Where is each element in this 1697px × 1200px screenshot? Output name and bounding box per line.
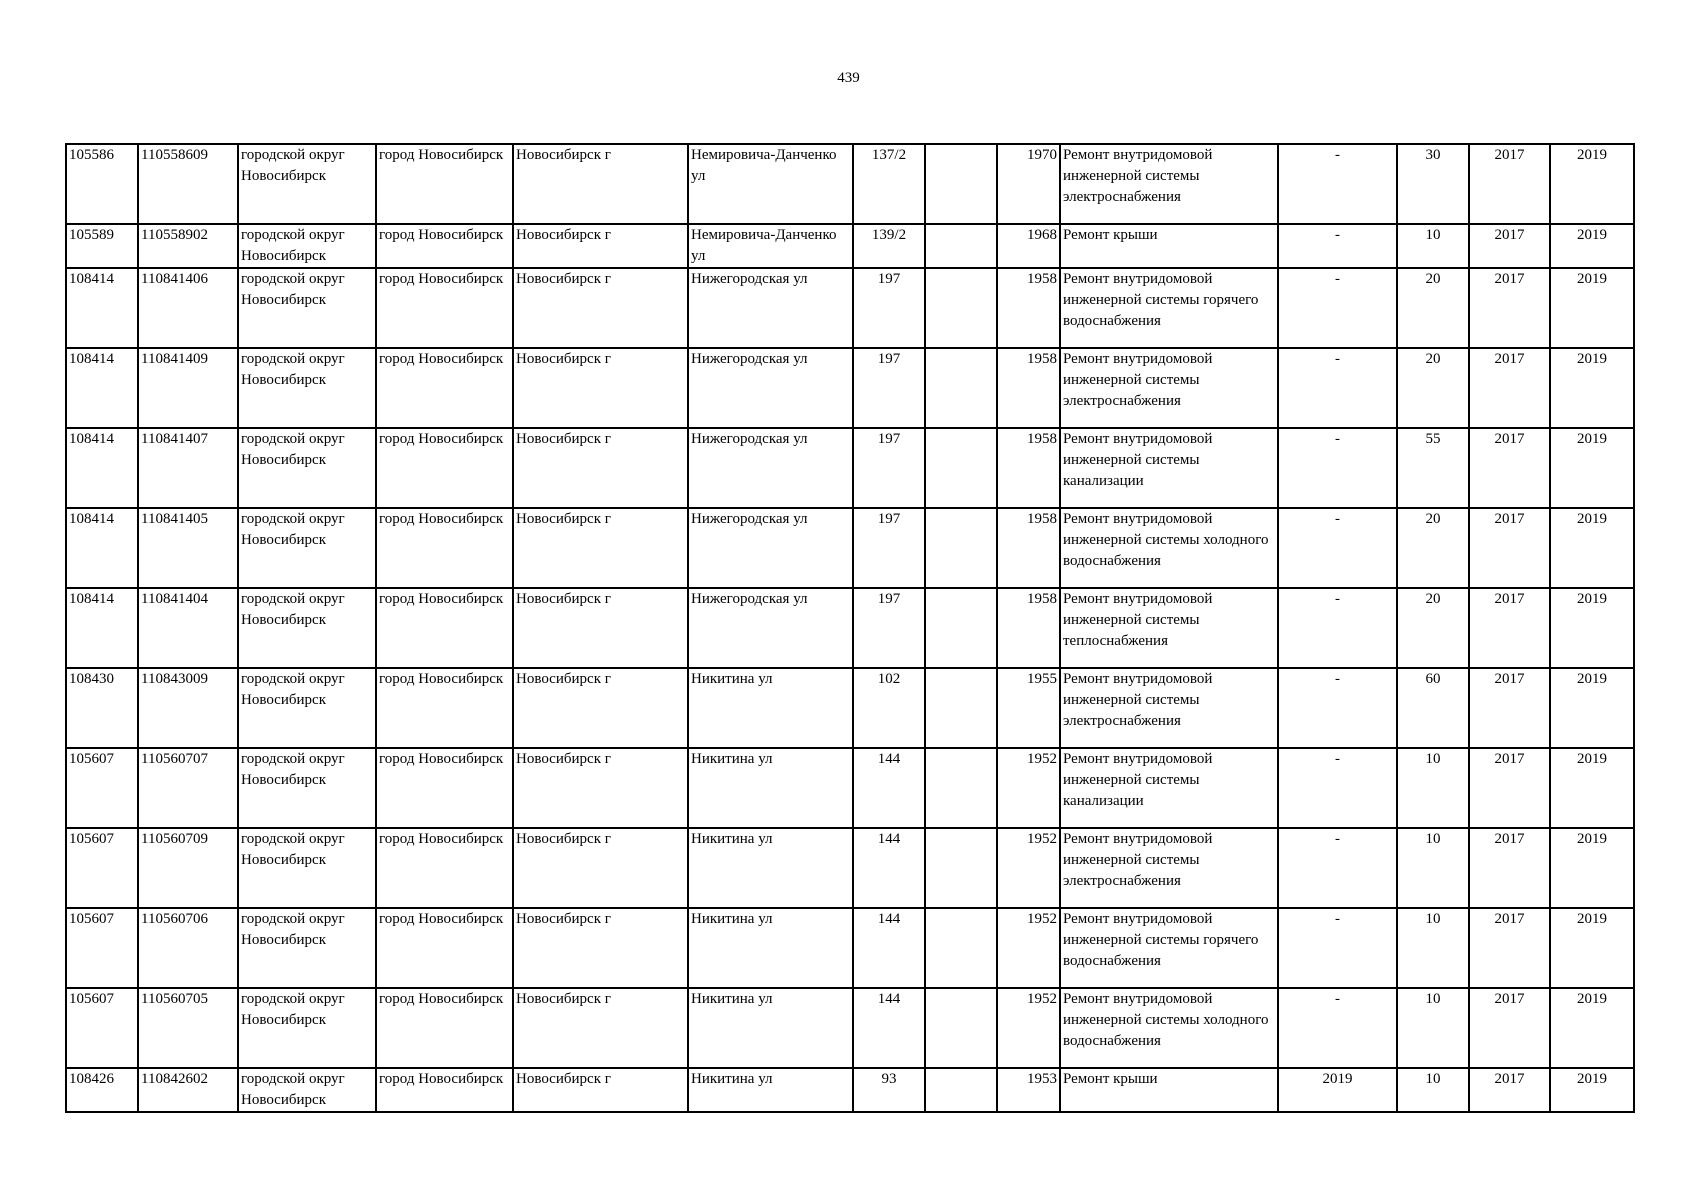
locality-cell: Новосибирск г	[513, 144, 688, 224]
municipality-cell: город Новосибирск	[376, 988, 513, 1068]
last-repair-cell: -	[1278, 668, 1397, 748]
locality-cell: Новосибирск г	[513, 748, 688, 828]
plan-start-cell: 2017	[1469, 224, 1550, 268]
house-id-cell: 108414	[66, 268, 138, 348]
plan-end-cell: 2019	[1550, 748, 1634, 828]
empty-cell	[925, 428, 997, 508]
last-repair-cell: -	[1278, 588, 1397, 668]
table-row	[66, 828, 1634, 908]
plan-start-cell: 2017	[1469, 268, 1550, 348]
street-cell: Немировича-Данченко ул	[688, 144, 853, 224]
build-year-cell: 1952	[997, 828, 1060, 908]
house-number-cell: 197	[853, 588, 925, 668]
house-id-cell: 105607	[66, 908, 138, 988]
element-code-cell: 110558609	[138, 144, 238, 224]
build-year-cell: 1952	[997, 748, 1060, 828]
house-number-cell: 197	[853, 428, 925, 508]
municipality-cell: город Новосибирск	[376, 508, 513, 588]
plan-end-cell: 2019	[1550, 224, 1634, 268]
wear-cell: 60	[1397, 668, 1469, 748]
street-cell: Нижегородская ул	[688, 428, 853, 508]
last-repair-cell: -	[1278, 268, 1397, 348]
element-code-cell: 110843009	[138, 668, 238, 748]
house-id-cell: 108414	[66, 348, 138, 428]
street-cell: Немировича-Данченко ул	[688, 224, 853, 268]
table-row	[66, 428, 1634, 508]
empty-cell	[925, 348, 997, 428]
plan-start-cell: 2017	[1469, 588, 1550, 668]
locality-cell: Новосибирск г	[513, 828, 688, 908]
last-repair-cell: -	[1278, 348, 1397, 428]
work-type-cell: Ремонт внутридомовой инженерной системы теплоснабжения	[1060, 588, 1278, 668]
element-code-cell: 110560706	[138, 908, 238, 988]
element-code-cell: 110560705	[138, 988, 238, 1068]
house-number-cell: 144	[853, 748, 925, 828]
locality-cell: Новосибирск г	[513, 908, 688, 988]
empty-cell	[925, 668, 997, 748]
locality-cell: Новосибирск г	[513, 588, 688, 668]
page-number: 439	[837, 70, 860, 86]
empty-cell	[925, 508, 997, 588]
empty-cell	[925, 268, 997, 348]
build-year-cell: 1953	[997, 1068, 1060, 1112]
plan-start-cell: 2017	[1469, 508, 1550, 588]
street-cell: Нижегородская ул	[688, 348, 853, 428]
plan-start-cell: 2017	[1469, 988, 1550, 1068]
house-number-cell: 137/2	[853, 144, 925, 224]
empty-cell	[925, 144, 997, 224]
house-id-cell: 108430	[66, 668, 138, 748]
wear-cell: 10	[1397, 748, 1469, 828]
district-cell: городской округ Новосибирск	[238, 224, 376, 268]
house-number-cell: 102	[853, 668, 925, 748]
locality-cell: Новосибирск г	[513, 668, 688, 748]
table-row	[66, 348, 1634, 428]
build-year-cell: 1955	[997, 668, 1060, 748]
last-repair-cell: -	[1278, 748, 1397, 828]
wear-cell: 10	[1397, 1068, 1469, 1112]
work-type-cell: Ремонт крыши	[1060, 224, 1278, 268]
table-row	[66, 668, 1634, 748]
house-id-cell: 105586	[66, 144, 138, 224]
street-cell: Никитина ул	[688, 988, 853, 1068]
house-number-cell: 144	[853, 988, 925, 1068]
wear-cell: 10	[1397, 224, 1469, 268]
municipality-cell: город Новосибирск	[376, 268, 513, 348]
district-cell: городской округ Новосибирск	[238, 988, 376, 1068]
table-row	[66, 588, 1634, 668]
locality-cell: Новосибирск г	[513, 1068, 688, 1112]
empty-cell	[925, 1068, 997, 1112]
plan-start-cell: 2017	[1469, 668, 1550, 748]
last-repair-cell: 2019	[1278, 1068, 1397, 1112]
house-number-cell: 139/2	[853, 224, 925, 268]
build-year-cell: 1958	[997, 348, 1060, 428]
element-code-cell: 110560707	[138, 748, 238, 828]
element-code-cell: 110841404	[138, 588, 238, 668]
work-type-cell: Ремонт внутридомовой инженерной системы электроснабжения	[1060, 144, 1278, 224]
house-number-cell: 144	[853, 908, 925, 988]
locality-cell: Новосибирск г	[513, 428, 688, 508]
wear-cell: 10	[1397, 988, 1469, 1068]
district-cell: городской округ Новосибирск	[238, 268, 376, 348]
locality-cell: Новосибирск г	[513, 348, 688, 428]
element-code-cell: 110841409	[138, 348, 238, 428]
wear-cell: 55	[1397, 428, 1469, 508]
last-repair-cell: -	[1278, 908, 1397, 988]
plan-start-cell: 2017	[1469, 428, 1550, 508]
element-code-cell: 110560709	[138, 828, 238, 908]
empty-cell	[925, 224, 997, 268]
work-type-cell: Ремонт внутридомовой инженерной системы холодного водоснабжения	[1060, 508, 1278, 588]
element-code-cell: 110842602	[138, 1068, 238, 1112]
plan-end-cell: 2019	[1550, 988, 1634, 1068]
build-year-cell: 1968	[997, 224, 1060, 268]
street-cell: Нижегородская ул	[688, 268, 853, 348]
street-cell: Нижегородская ул	[688, 508, 853, 588]
plan-end-cell: 2019	[1550, 508, 1634, 588]
municipality-cell: город Новосибирск	[376, 144, 513, 224]
table-row	[66, 268, 1634, 348]
build-year-cell: 1952	[997, 908, 1060, 988]
table-row	[66, 508, 1634, 588]
district-cell: городской округ Новосибирск	[238, 1068, 376, 1112]
empty-cell	[925, 828, 997, 908]
wear-cell: 10	[1397, 908, 1469, 988]
municipality-cell: город Новосибирск	[376, 828, 513, 908]
wear-cell: 20	[1397, 588, 1469, 668]
work-type-cell: Ремонт внутридомовой инженерной системы электроснабжения	[1060, 348, 1278, 428]
municipality-cell: город Новосибирск	[376, 224, 513, 268]
district-cell: городской округ Новосибирск	[238, 144, 376, 224]
wear-cell: 20	[1397, 348, 1469, 428]
last-repair-cell: -	[1278, 828, 1397, 908]
municipality-cell: город Новосибирск	[376, 588, 513, 668]
table-row	[66, 224, 1634, 268]
plan-start-cell: 2017	[1469, 748, 1550, 828]
empty-cell	[925, 748, 997, 828]
work-type-cell: Ремонт внутридомовой инженерной системы горячего водоснабжения	[1060, 268, 1278, 348]
street-cell: Никитина ул	[688, 748, 853, 828]
plan-start-cell: 2017	[1469, 828, 1550, 908]
element-code-cell: 110841405	[138, 508, 238, 588]
locality-cell: Новосибирск г	[513, 268, 688, 348]
work-type-cell: Ремонт крыши	[1060, 1068, 1278, 1112]
last-repair-cell: -	[1278, 144, 1397, 224]
wear-cell: 30	[1397, 144, 1469, 224]
street-cell: Нижегородская ул	[688, 588, 853, 668]
district-cell: городской округ Новосибирск	[238, 428, 376, 508]
house-id-cell: 105607	[66, 748, 138, 828]
plan-end-cell: 2019	[1550, 428, 1634, 508]
house-number-cell: 197	[853, 508, 925, 588]
street-cell: Никитина ул	[688, 908, 853, 988]
house-number-cell: 197	[853, 348, 925, 428]
house-id-cell: 105607	[66, 828, 138, 908]
district-cell: городской округ Новосибирск	[238, 508, 376, 588]
build-year-cell: 1958	[997, 428, 1060, 508]
street-cell: Никитина ул	[688, 668, 853, 748]
empty-cell	[925, 988, 997, 1068]
plan-start-cell: 2017	[1469, 908, 1550, 988]
district-cell: городской округ Новосибирск	[238, 668, 376, 748]
district-cell: городской округ Новосибирск	[238, 828, 376, 908]
build-year-cell: 1958	[997, 268, 1060, 348]
locality-cell: Новосибирск г	[513, 988, 688, 1068]
plan-end-cell: 2019	[1550, 268, 1634, 348]
municipality-cell: город Новосибирск	[376, 748, 513, 828]
last-repair-cell: -	[1278, 508, 1397, 588]
work-type-cell: Ремонт внутридомовой инженерной системы канализации	[1060, 428, 1278, 508]
element-code-cell: 110841406	[138, 268, 238, 348]
house-number-cell: 144	[853, 828, 925, 908]
plan-start-cell: 2017	[1469, 348, 1550, 428]
locality-cell: Новосибирск г	[513, 224, 688, 268]
district-cell: городской округ Новосибирск	[238, 348, 376, 428]
plan-start-cell: 2017	[1469, 1068, 1550, 1112]
house-id-cell: 105589	[66, 224, 138, 268]
house-id-cell: 108414	[66, 428, 138, 508]
build-year-cell: 1958	[997, 588, 1060, 668]
wear-cell: 20	[1397, 268, 1469, 348]
work-type-cell: Ремонт внутридомовой инженерной системы холодного водоснабжения	[1060, 988, 1278, 1068]
house-id-cell: 108414	[66, 508, 138, 588]
table-row	[66, 988, 1634, 1068]
street-cell: Никитина ул	[688, 828, 853, 908]
locality-cell: Новосибирск г	[513, 508, 688, 588]
wear-cell: 10	[1397, 828, 1469, 908]
last-repair-cell: -	[1278, 988, 1397, 1068]
table-row	[66, 908, 1634, 988]
wear-cell: 20	[1397, 508, 1469, 588]
municipality-cell: город Новосибирск	[376, 1068, 513, 1112]
plan-end-cell: 2019	[1550, 1068, 1634, 1112]
work-type-cell: Ремонт внутридомовой инженерной системы электроснабжения	[1060, 828, 1278, 908]
work-type-cell: Ремонт внутридомовой инженерной системы электроснабжения	[1060, 668, 1278, 748]
last-repair-cell: -	[1278, 224, 1397, 268]
table-row	[66, 1068, 1634, 1112]
house-id-cell: 108426	[66, 1068, 138, 1112]
house-id-cell: 105607	[66, 988, 138, 1068]
work-type-cell: Ремонт внутридомовой инженерной системы канализации	[1060, 748, 1278, 828]
plan-end-cell: 2019	[1550, 828, 1634, 908]
build-year-cell: 1970	[997, 144, 1060, 224]
municipality-cell: город Новосибирск	[376, 428, 513, 508]
build-year-cell: 1958	[997, 508, 1060, 588]
house-id-cell: 108414	[66, 588, 138, 668]
municipality-cell: город Новосибирск	[376, 668, 513, 748]
empty-cell	[925, 588, 997, 668]
plan-end-cell: 2019	[1550, 908, 1634, 988]
plan-end-cell: 2019	[1550, 348, 1634, 428]
build-year-cell: 1952	[997, 988, 1060, 1068]
element-code-cell: 110558902	[138, 224, 238, 268]
plan-end-cell: 2019	[1550, 144, 1634, 224]
house-number-cell: 197	[853, 268, 925, 348]
municipality-cell: город Новосибирск	[376, 348, 513, 428]
empty-cell	[925, 908, 997, 988]
municipality-cell: город Новосибирск	[376, 908, 513, 988]
district-cell: городской округ Новосибирск	[238, 588, 376, 668]
table-row	[66, 748, 1634, 828]
last-repair-cell: -	[1278, 428, 1397, 508]
district-cell: городской округ Новосибирск	[238, 908, 376, 988]
house-number-cell: 93	[853, 1068, 925, 1112]
work-type-cell: Ремонт внутридомовой инженерной системы горячего водоснабжения	[1060, 908, 1278, 988]
district-cell: городской округ Новосибирск	[238, 748, 376, 828]
plan-end-cell: 2019	[1550, 668, 1634, 748]
plan-end-cell: 2019	[1550, 588, 1634, 668]
element-code-cell: 110841407	[138, 428, 238, 508]
street-cell: Никитина ул	[688, 1068, 853, 1112]
table-row	[66, 144, 1634, 224]
plan-start-cell: 2017	[1469, 144, 1550, 224]
repair-registry-table	[65, 143, 1635, 1113]
